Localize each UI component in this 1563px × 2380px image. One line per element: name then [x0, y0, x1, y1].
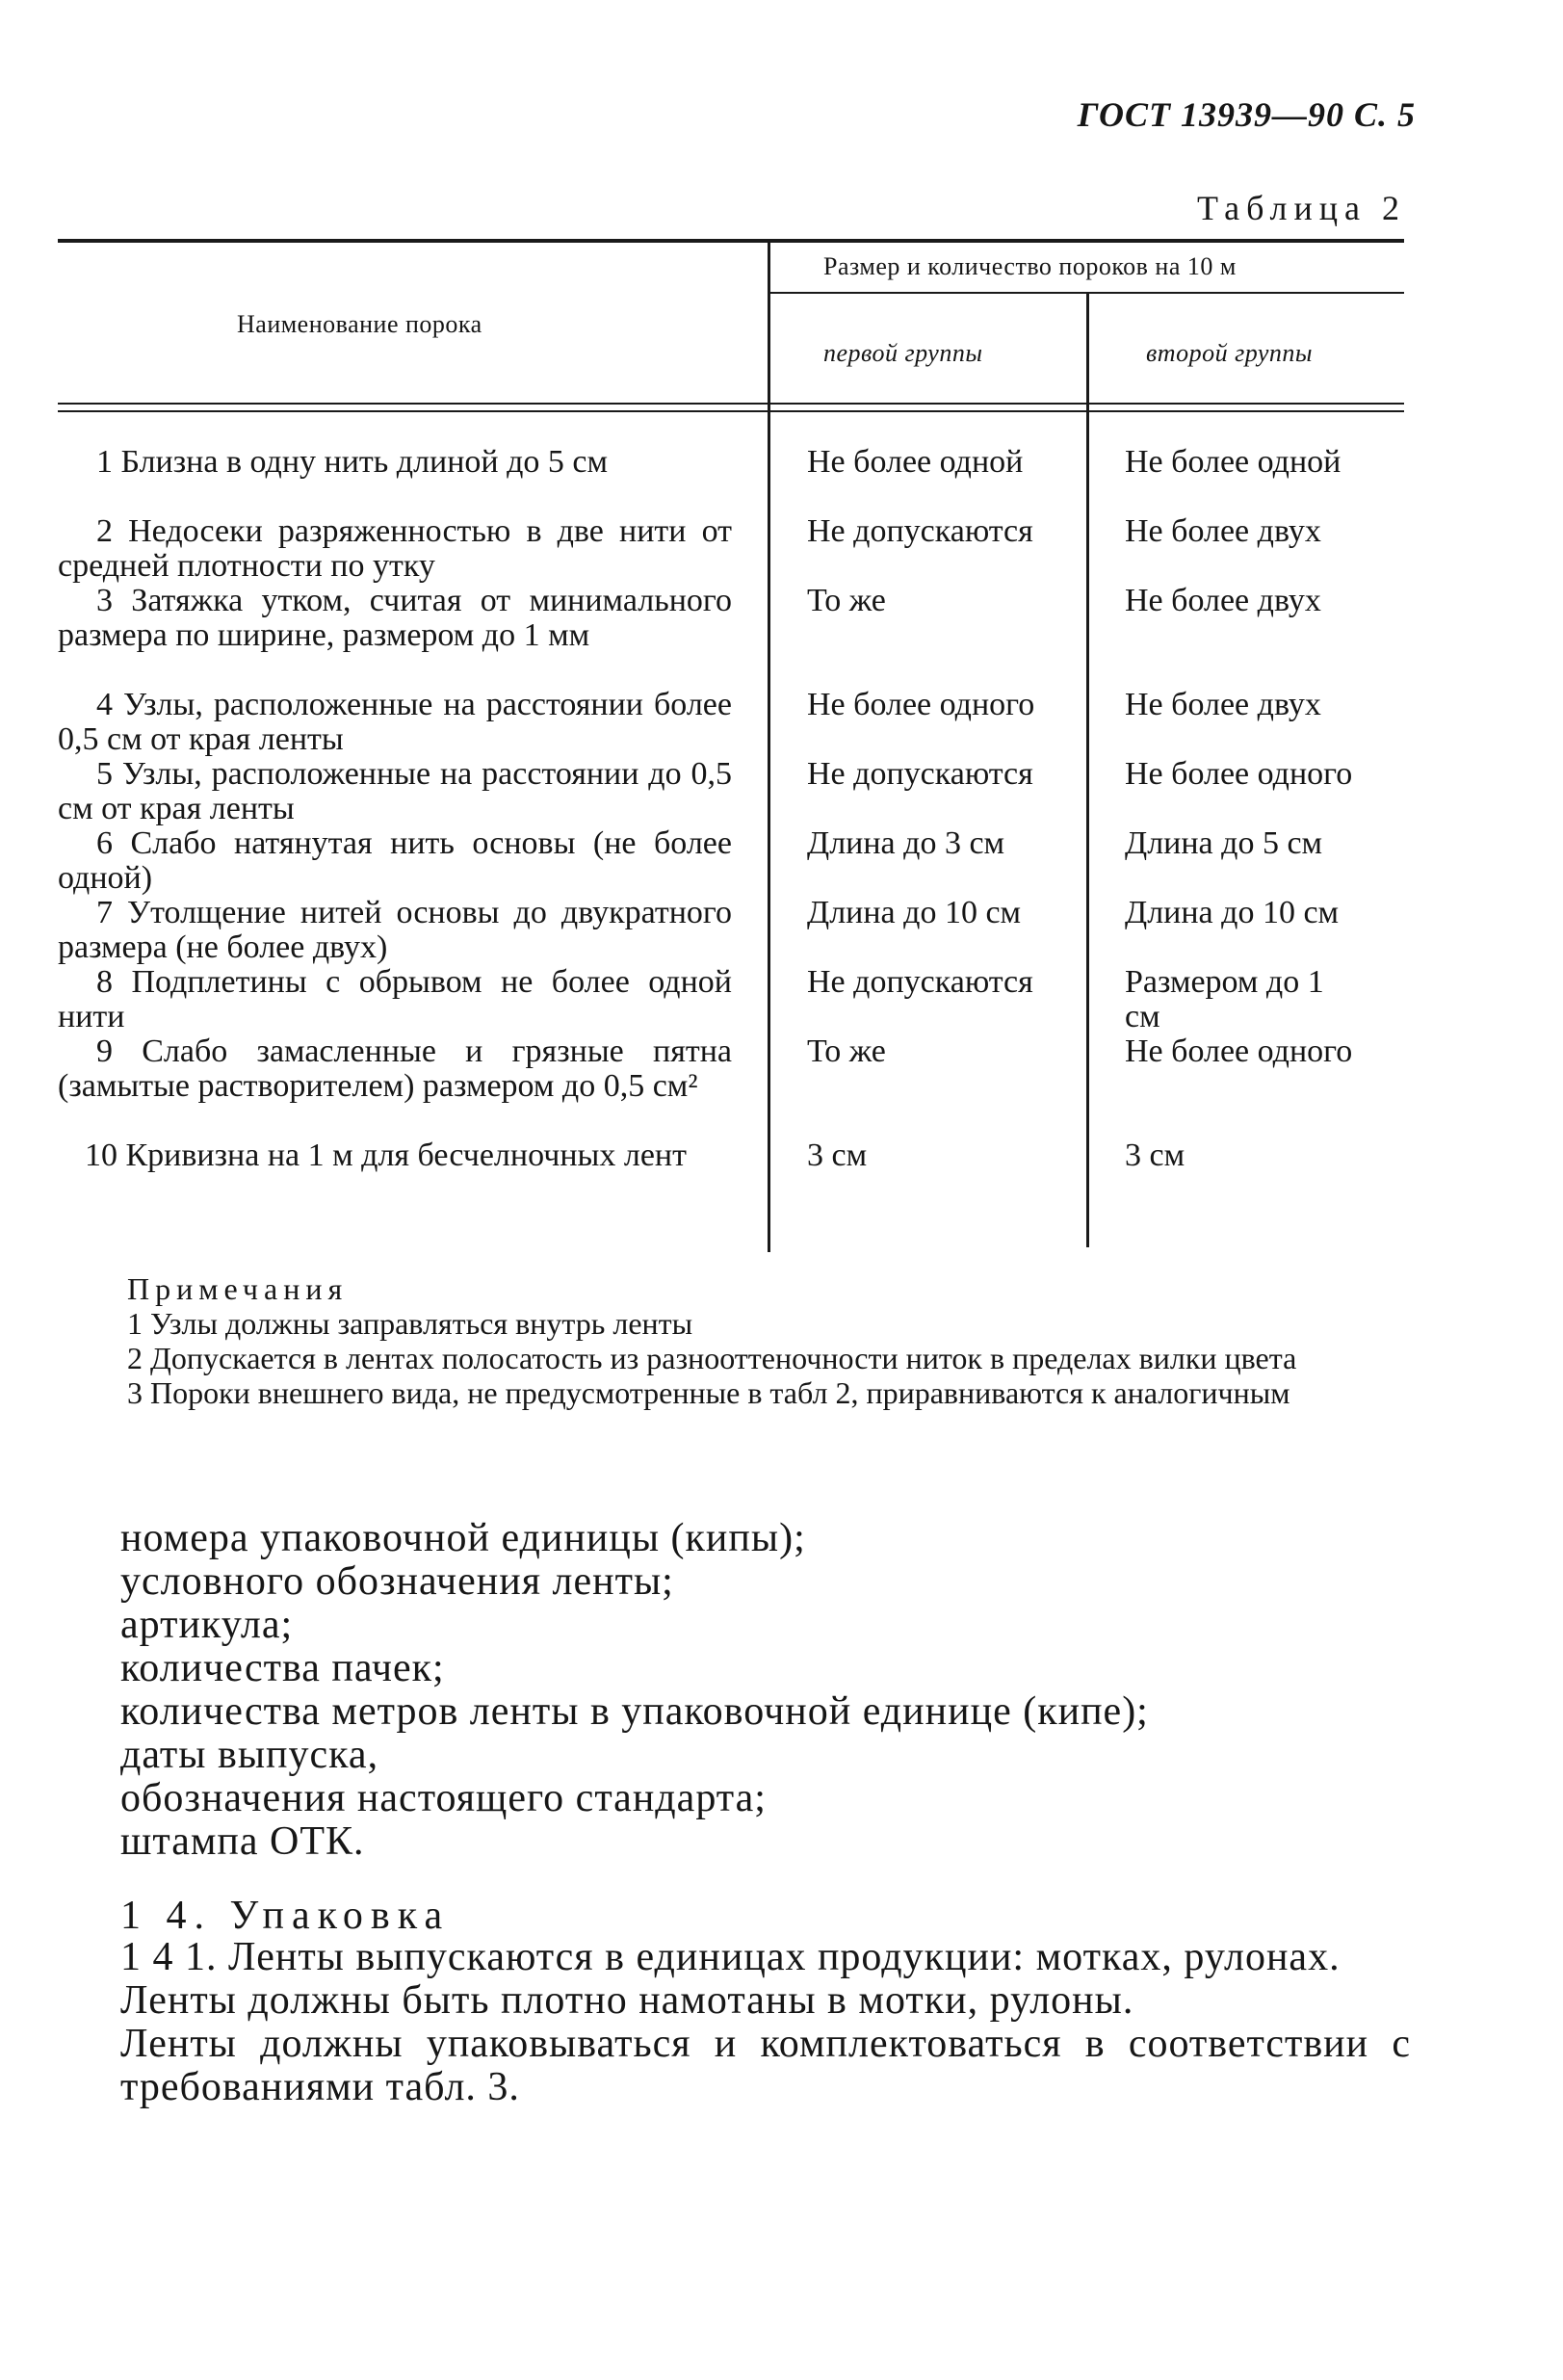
header-bottom-rule-2	[58, 410, 1404, 412]
table-cell-group1: Не допускаются	[807, 513, 1033, 549]
list-item: даты выпуска,	[120, 1733, 379, 1777]
table-row-name: 2 Недосеки разряженностью в две нити от средней плотности по утку	[58, 513, 732, 584]
page-header: ГОСТ 13939—90 С. 5	[1077, 95, 1416, 134]
table-cell-group1: То же	[807, 583, 886, 618]
paragraph: Ленты должны быть плотно намотаны в мотки, рулоны.	[120, 1978, 1134, 2023]
table-cell-group1: Длина до 3 см	[807, 825, 1005, 861]
header-bottom-rule-1	[58, 403, 1404, 405]
table-cell-group1: Не более одного	[807, 687, 1035, 722]
notes-title: Примечания	[127, 1271, 349, 1306]
table-row-name: 9 Слабо замасленные и грязные пятна (замытые растворителем) размером до 0,5 см²	[58, 1033, 732, 1104]
section-title: 1 4. Упаковка	[120, 1894, 451, 1938]
table-cell-group2: Не более двух	[1125, 513, 1321, 549]
table-top-rule	[58, 239, 1404, 243]
list-item: количества метров ленты в упаковочной единице (кипе);	[120, 1689, 1149, 1734]
table-row-name: 4 Узлы, расположенные на расстоянии более 0,5 см от края ленты	[58, 687, 732, 757]
table-cell-group2: Не более двух	[1125, 583, 1321, 618]
column-header-group: Размер и количество пороков на 10 м	[823, 252, 1237, 280]
note-item: 2 Допускается в лентах полосатость из разнооттеночности ниток в пределах вилки цвета	[127, 1341, 1297, 1375]
table-row-name: 1 Близна в одну нить длиной до 5 см	[96, 444, 609, 480]
list-item: обозначения настоящего стандарта;	[120, 1776, 767, 1820]
marking-list	[120, 1517, 1411, 1864]
table-cell-group1: 3 см	[807, 1138, 868, 1173]
table-row-name: 10 Кривизна на 1 м для бесчелночных лент	[85, 1138, 687, 1173]
table-row-name: 6 Слабо натянутая нить основы (не более одной)	[58, 825, 732, 896]
column-divider-2	[1086, 294, 1089, 1247]
table-cell-group1: Длина до 10 см	[807, 895, 1022, 930]
note-item: 3 Пороки внешнего вида, не предусмотренные в табл 2, приравниваются к аналогичным	[127, 1375, 1290, 1410]
list-item: артикула;	[120, 1603, 294, 1647]
table-row-name: 7 Утолщение нитей основы до двукратного размера (не более двух)	[58, 895, 732, 965]
table-cell-group2: 3 см	[1125, 1138, 1185, 1173]
note-item: 1 Узлы должны заправляться внутрь ленты	[127, 1306, 693, 1341]
table-row-name: 5 Узлы, расположенные на расстоянии до 0,5 см от края ленты	[58, 756, 732, 826]
table-cell-group2: Длина до 10 см	[1125, 895, 1340, 930]
table-cell-group1: Не более одной	[807, 444, 1024, 480]
table-cell-group2: Размером до 1 см	[1125, 964, 1324, 1034]
paragraph: 1 4 1. Ленты выпускаются в единицах продукции: мотках, рулонах.	[120, 1935, 1341, 1979]
table-row-name: 3 Затяжка утком, считая от минимального размера по ширине, размером до 1 мм	[58, 583, 732, 653]
table-cell-group2: Не более двух	[1125, 687, 1321, 722]
table-cell-group2: Не более одного	[1125, 756, 1353, 792]
list-item: штампа ОТК.	[120, 1819, 365, 1864]
column-header-group2: второй группы	[1146, 339, 1314, 367]
table-cell-group2: Длина до 5 см	[1125, 825, 1323, 861]
section-body	[120, 1936, 1411, 2109]
table-cell-group1: Не допускаются	[807, 756, 1033, 792]
notes	[87, 1271, 1401, 1410]
table-caption: Таблица 2	[1197, 189, 1406, 227]
paragraph: Ленты должны упаковываться и комплектоваться в соответствии с требованиями табл. 3.	[120, 2022, 1411, 2109]
column-header-group1: первой группы	[823, 339, 983, 367]
table-cell-group2: Не более одной	[1125, 444, 1342, 480]
list-item: условного обозначения ленты;	[120, 1559, 674, 1604]
list-item: номера упаковочной единицы (кипы);	[120, 1516, 806, 1560]
table-cell-group1: То же	[807, 1033, 886, 1069]
list-item: количества пачек;	[120, 1646, 445, 1690]
column-header-name: Наименование порока	[237, 310, 482, 338]
table-cell-group2: Не более одного	[1125, 1033, 1353, 1069]
table-cell-group1: Не допускаются	[807, 964, 1033, 1000]
column-divider-1	[768, 241, 770, 1252]
table-row-name: 8 Подплетины с обрывом не более одной нити	[58, 964, 732, 1034]
